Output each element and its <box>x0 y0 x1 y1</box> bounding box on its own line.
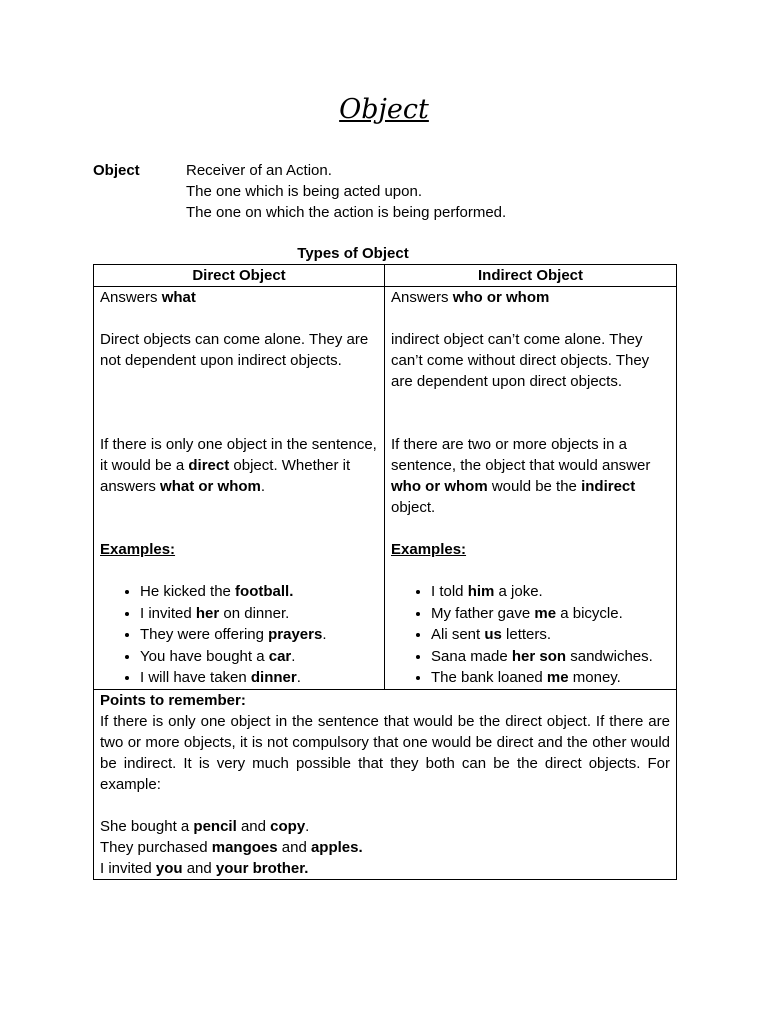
list-item <box>431 624 670 646</box>
example-text: a bicycle. <box>556 604 623 622</box>
direct-answers <box>100 287 378 308</box>
example-bold: you <box>155 859 183 877</box>
list-item <box>431 667 670 689</box>
example-text: . <box>305 817 310 835</box>
object-types-table <box>93 264 677 880</box>
example-text: . <box>296 669 301 686</box>
rule-text: would be the <box>487 478 582 495</box>
example-text: I told <box>431 583 468 600</box>
direct-rule-text <box>100 434 378 539</box>
example-text: They were offering <box>140 626 269 643</box>
example-bold: me <box>534 604 557 622</box>
example-bold: car <box>268 647 292 665</box>
example-text: sandwiches. <box>566 647 653 665</box>
indirect-object-cell <box>385 287 677 690</box>
indirect-examples-list <box>391 581 670 689</box>
list-item <box>140 581 378 603</box>
example-text: My father gave <box>431 604 535 622</box>
table-caption: Types of Object <box>297 245 409 262</box>
list-item <box>431 646 670 668</box>
list-item <box>140 624 378 646</box>
example-text: on dinner. <box>219 604 290 622</box>
definition-term: Object <box>93 162 140 179</box>
example-bold: her son <box>511 647 567 665</box>
answers-bold: who or whom <box>452 289 550 306</box>
rule-text: object. <box>391 499 436 516</box>
rule-bold: who or whom <box>391 478 488 495</box>
list-item <box>431 581 670 603</box>
points-example <box>100 858 670 879</box>
table-row <box>94 287 677 690</box>
example-bold: dinner <box>250 669 297 686</box>
example-text: . <box>322 626 327 643</box>
example-text: and <box>182 859 216 877</box>
header-direct-object: Direct Object <box>94 265 385 287</box>
rule-text: . <box>260 478 266 495</box>
rule-text: object. Whether it answers <box>100 457 351 495</box>
table-header-row <box>94 265 677 287</box>
definition-line: Receiver of an Action. <box>186 162 332 179</box>
answers-bold: what <box>161 289 196 306</box>
definition-line: The one on which the action is being performed. <box>186 204 507 221</box>
example-text: and <box>277 838 311 856</box>
example-text: Ali sent <box>431 626 485 643</box>
example-bold: her <box>195 604 220 622</box>
example-bold: prayers <box>268 626 323 643</box>
example-text: She bought a <box>100 817 194 835</box>
example-text: I invited <box>100 859 156 877</box>
definition-line: The one which is being acted upon. <box>186 183 422 200</box>
rule-bold: indirect <box>581 478 636 495</box>
table-row <box>94 689 677 879</box>
example-text: Sana made <box>431 647 512 665</box>
example-bold: pencil <box>193 817 237 835</box>
indirect-answers <box>391 287 670 308</box>
example-text: I invited <box>140 604 196 622</box>
example-bold: copy <box>270 817 306 835</box>
example-bold: your brother. <box>215 859 309 877</box>
example-text: and <box>236 817 271 835</box>
example-text: They purchased <box>100 838 212 856</box>
rule-text: If there are two or more objects in a sentence, the object that would answer <box>391 436 651 474</box>
example-bold: apples. <box>310 838 363 856</box>
answers-text: Answers <box>100 289 162 306</box>
example-bold: football. <box>235 583 294 600</box>
example-text: money. <box>568 669 621 686</box>
direct-examples-label: Examples: <box>100 541 176 558</box>
direct-examples-list <box>100 581 378 689</box>
definition-lines <box>186 160 686 223</box>
rule-text: If there is only one object in the sentence, it would be a <box>100 436 377 474</box>
rule-bold: direct <box>188 457 230 474</box>
points-example <box>100 816 670 837</box>
example-bold: him <box>467 583 495 600</box>
header-indirect-object: Indirect Object <box>385 265 677 287</box>
example-text: The bank loaned <box>431 669 547 686</box>
indirect-alone-text: indirect object can’t come alone. They can’t come without direct objects. They are dependent upon direct objects. <box>391 331 650 390</box>
list-item <box>140 667 378 689</box>
example-text: . <box>291 647 296 665</box>
example-bold: us <box>484 626 502 643</box>
page-title: Object <box>339 94 429 125</box>
points-heading: Points to remember: <box>100 691 246 709</box>
list-item <box>431 603 670 625</box>
example-text: He kicked the <box>140 583 236 600</box>
example-text: letters. <box>501 626 552 643</box>
example-bold: me <box>546 669 569 686</box>
example-bold: mangoes <box>211 838 278 856</box>
direct-object-cell <box>94 287 385 690</box>
indirect-rule-text <box>391 434 670 518</box>
example-text: I will have taken <box>140 669 251 686</box>
direct-alone-text: Direct objects can come alone. They are not dependent upon indirect objects. <box>100 331 369 369</box>
answers-text: Answers <box>391 289 453 306</box>
example-text: a joke. <box>494 583 543 600</box>
points-example <box>100 837 670 858</box>
example-text: You have bought a <box>140 647 269 665</box>
points-text: If there is only one object in the sentence that would be the direct object. If there are two or more objects, it is not compulsory that one would be direct and the other would be indirect. It is very much possible that they both can be the direct objects. For example: <box>100 712 670 793</box>
list-item <box>140 646 378 668</box>
rule-bold: what or whom <box>160 478 261 495</box>
points-to-remember-cell <box>94 689 677 879</box>
indirect-examples-label: Examples: <box>391 541 467 558</box>
list-item <box>140 603 378 625</box>
